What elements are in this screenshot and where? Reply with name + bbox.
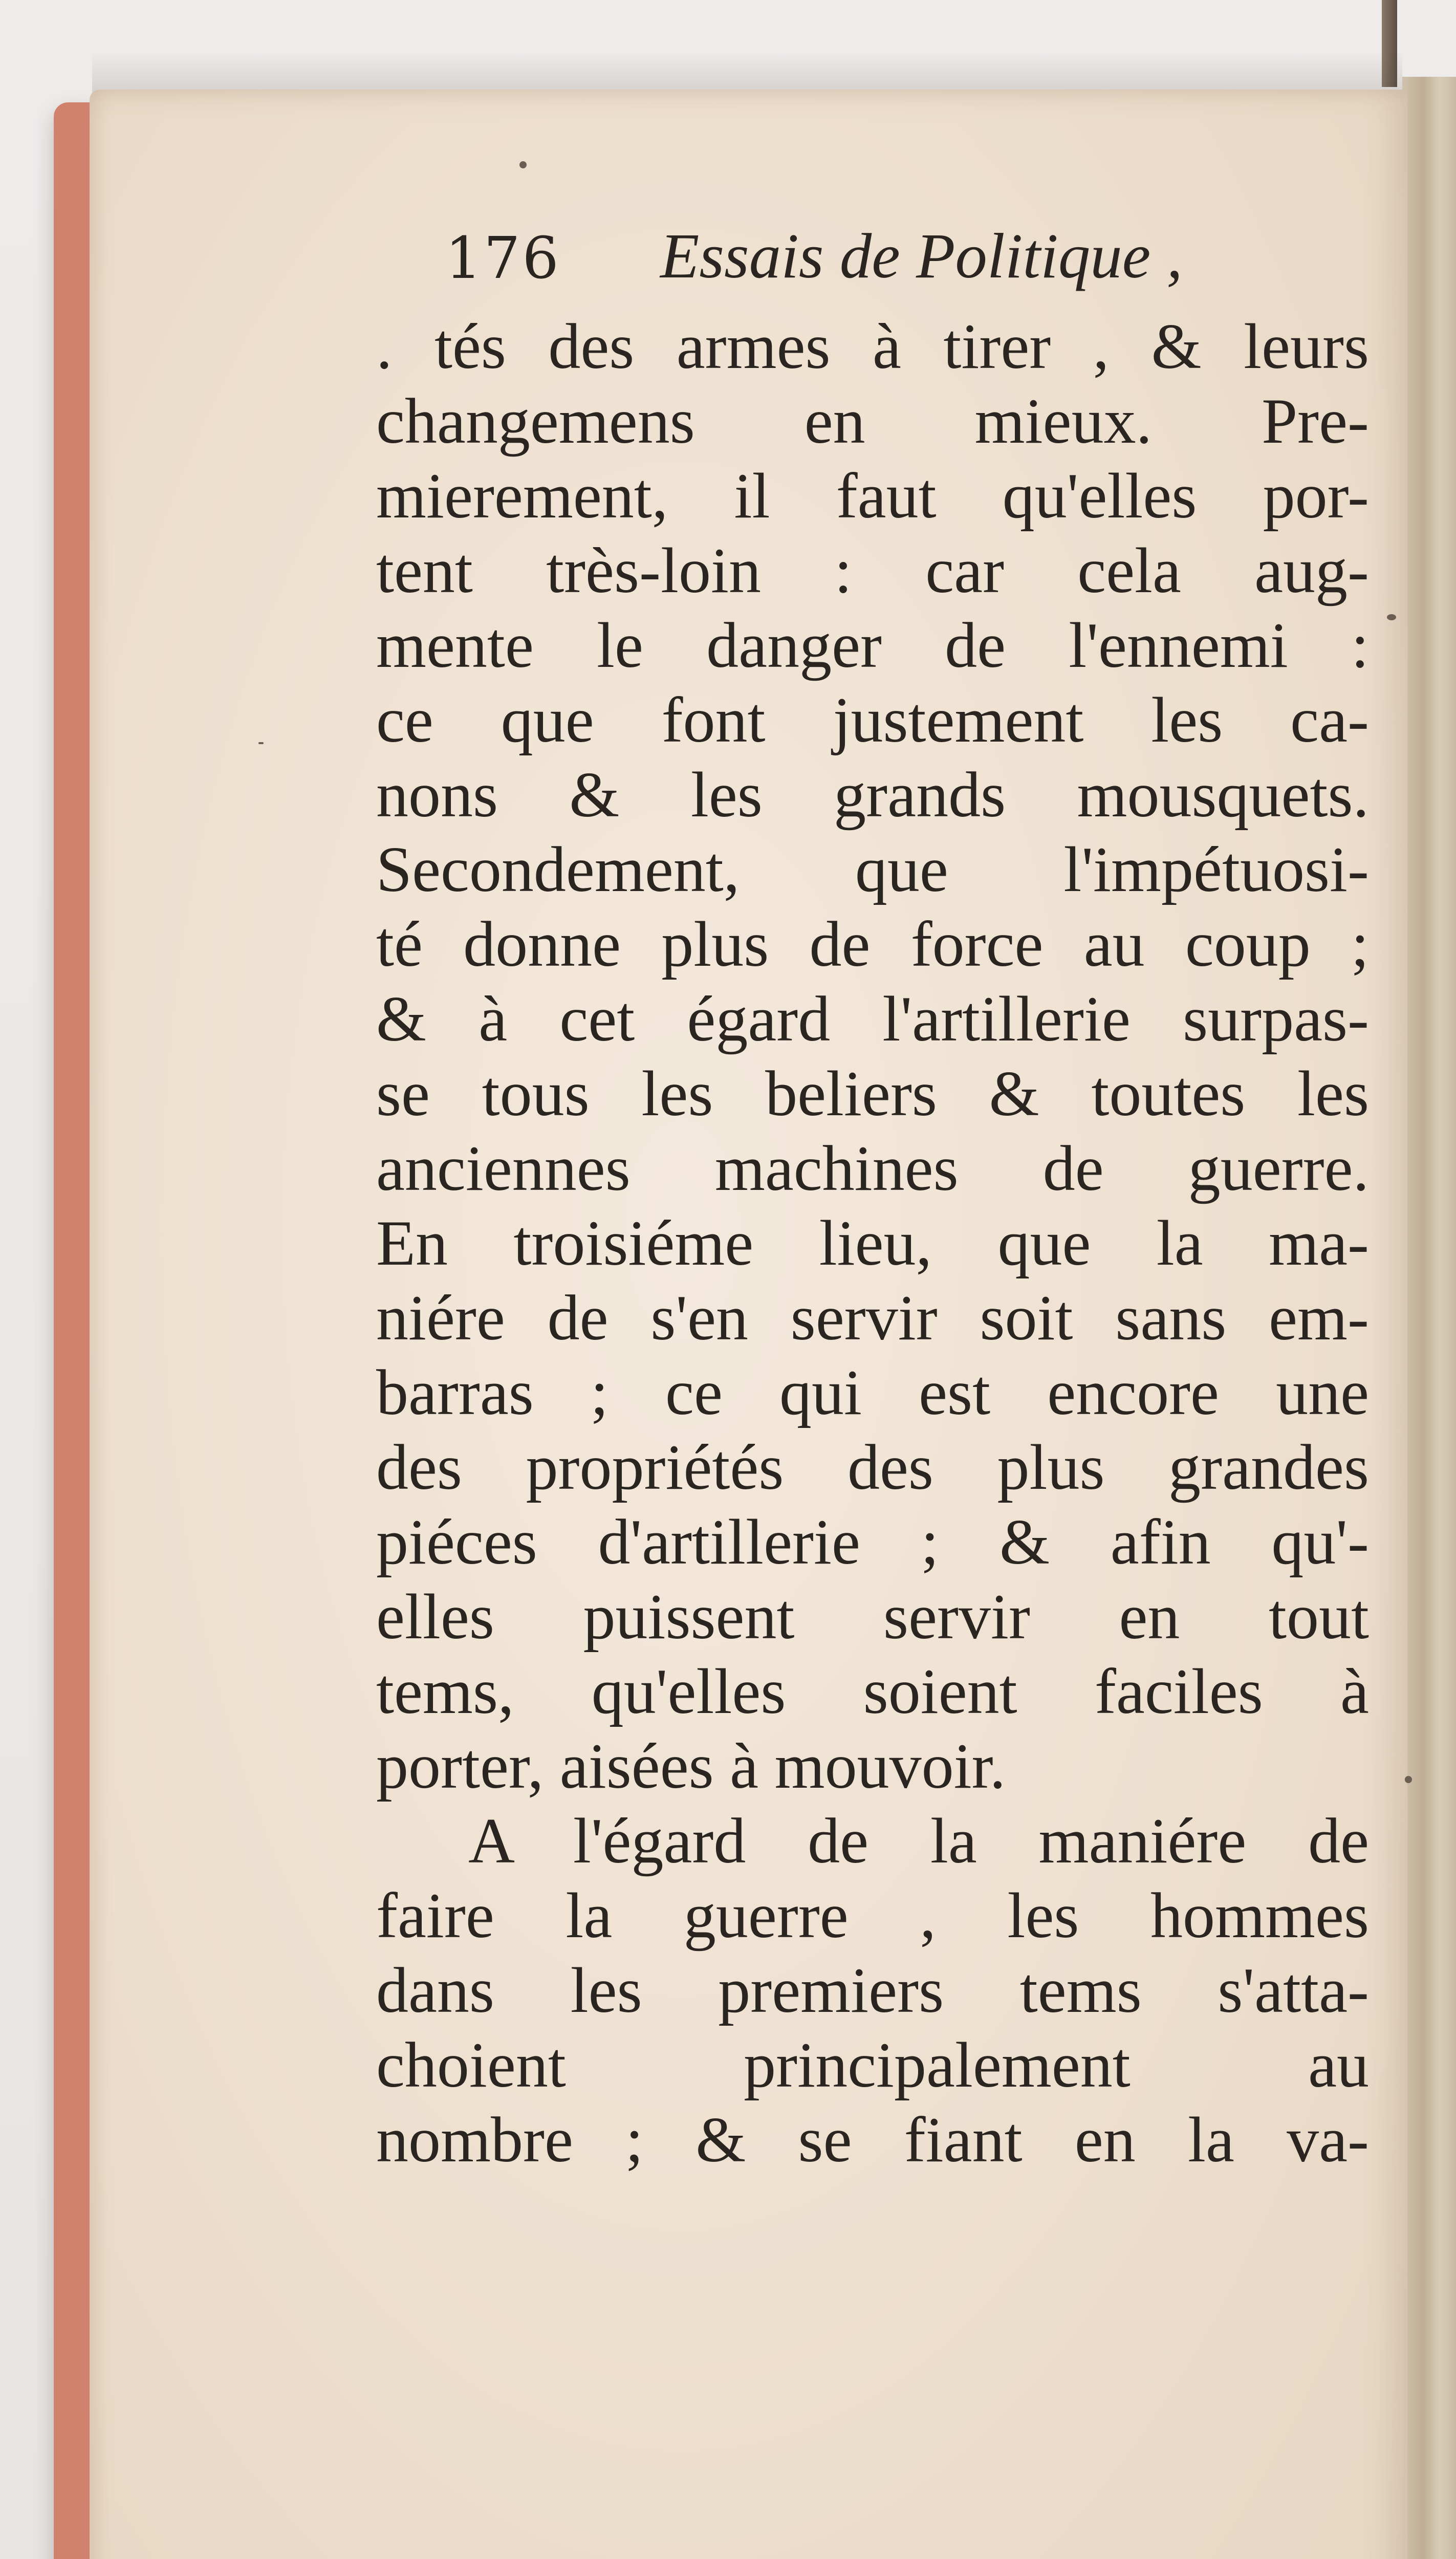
text-line: porter, aisées à mouvoir. [376,1731,1006,1802]
text-line: dans les premiers tems s'atta- [376,1955,1369,2026]
text-line: & à cet égard l'artillerie surpas- [376,984,1369,1055]
text-line: ce que font justement les ca- [376,685,1369,756]
text-line: nombre ; & se fiant en la va- [376,2105,1369,2176]
text-line: mente le danger de l'ennemi : [376,610,1369,681]
page-header [445,210,1315,312]
text-line: changemens en mieux. Pre- [376,386,1369,457]
paper-speck [258,742,264,744]
text-line: mierement, il faut qu'elles por- [376,461,1369,532]
text-line: barras ; ce qui est encore une [376,1357,1369,1428]
text-line: . tés des armes à tirer , & leurs [376,311,1369,382]
text-line: tems, qu'elles soient faciles à [376,1656,1369,1727]
page-number: 176 [445,225,561,292]
text-line: A l'égard de la maniére de [468,1806,1369,1877]
text-line: tent très-loin : car cela aug- [376,535,1369,606]
text-line: anciennes machines de guerre. [376,1133,1369,1204]
text-line: niére de s'en servir soit sans em- [376,1283,1369,1354]
text-line: faire la guerre , les hommes [376,1880,1369,1951]
text-line: elles puissent servir en tout [376,1581,1369,1653]
paper-speck [1405,1776,1412,1783]
text-line: se tous les beliers & toutes les [376,1058,1369,1130]
text-line: piéces d'artillerie ; & afin qu'- [376,1507,1369,1578]
text-line: des propriétés des plus grandes [376,1432,1369,1503]
body-text [376,310,1369,2178]
text-line: Secondement, que l'impétuosi- [376,834,1369,905]
text-line: nons & les grands mousquets. [376,760,1369,831]
text-line: En troisiéme lieu, que la ma- [376,1208,1369,1279]
running-head: Essais de Politique , [660,221,1183,292]
text-line: té donne plus de force au coup ; [376,909,1369,980]
text-line: choient principalement au [376,2030,1369,2101]
page-edges [1402,77,1456,2559]
paper-speck [519,161,527,168]
paper-speck [1387,614,1396,620]
